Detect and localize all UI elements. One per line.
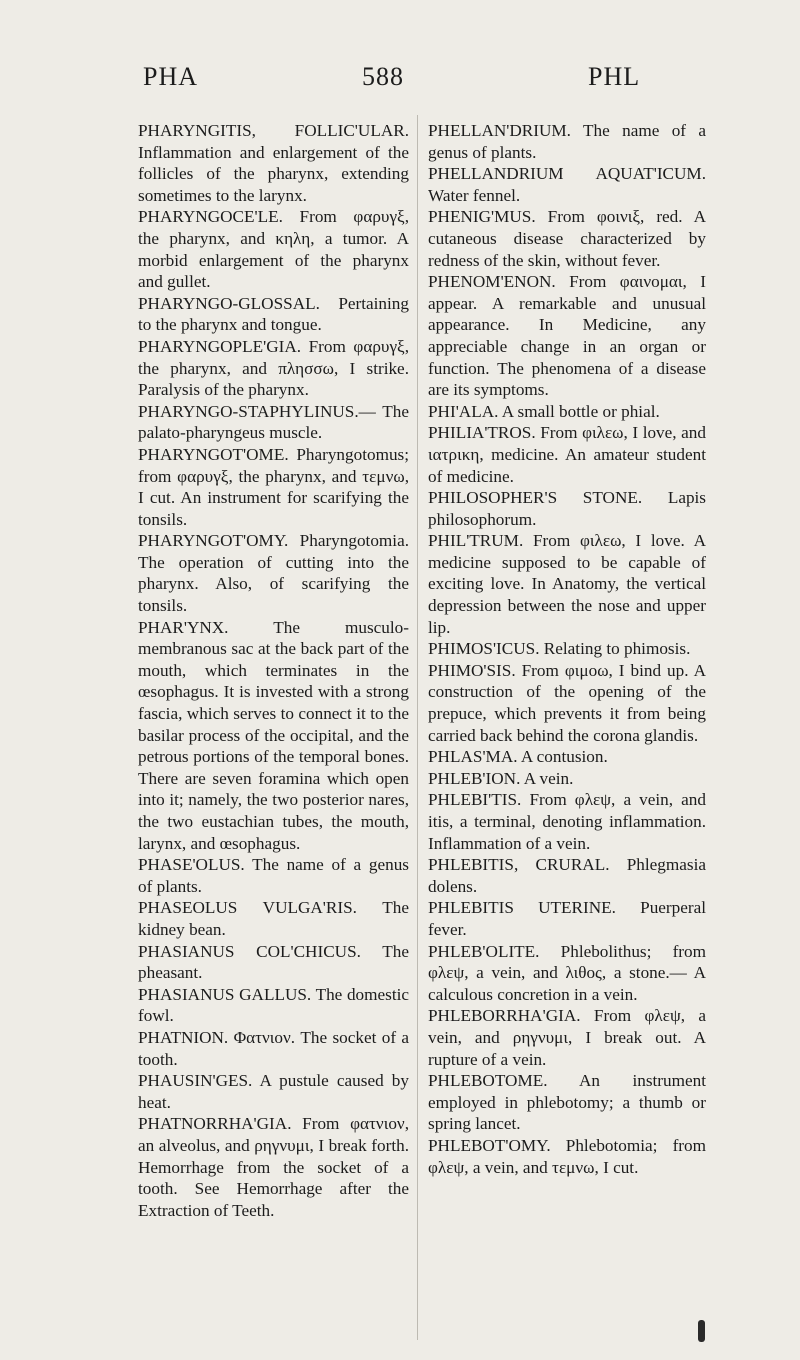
dictionary-entry: PHATNION. Φατνιον. The socket of a tooth. (138, 1027, 409, 1069)
header-left-guide-word: PHA (143, 62, 199, 91)
dictionary-entry: PHLEB'ION. A vein. (428, 768, 574, 788)
dictionary-entry: PHAUSIN'GES. A pustule caused by heat. (138, 1071, 409, 1112)
dictionary-entry: PHATNORRHA'GIA. From φατνιον, an alveolus, and ρηγνυμι, I break forth. Hemorrhage from the socket of a tooth. See Hemorrhage after the Extraction of Teeth. (138, 1114, 409, 1220)
dictionary-entry: PHLEBORRHA'GIA. From φλεψ, a vein, and ρηγνυμι, I break out. A rupture of a vein. (428, 1006, 706, 1069)
dictionary-entry: PHARYNGOPLE'GIA. From φαρυγξ, the pharynx, and πλησσω, I strike. Paralysis of the pharynx. (138, 336, 409, 400)
page-number: 588 (362, 62, 404, 91)
dictionary-entry: PHASEOLUS VULGA'RIS. The kidney bean. (138, 898, 409, 939)
dictionary-entry: PHASE'OLUS. The name of a genus of plants. (138, 855, 409, 896)
left-column (138, 120, 409, 1221)
dictionary-entry: PHARYNGO-STAPHYLINUS.— The palato-pharyngeus muscle. (138, 401, 409, 443)
dictionary-entry: PHENIG'MUS. From φοινιξ, red. A cutaneous disease characterized by redness of the skin, without fever. (428, 207, 706, 270)
dictionary-entry: PHARYNGOT'OME. Pharyngotomus; from φαρυγξ, the pharynx, and τεμνω, I cut. An instrument for scarifying the tonsils. (138, 444, 409, 529)
dictionary-entry: PHILIA'TROS. From φιλεω, I love, and ιατρικη, medicine. An amateur student of medicine. (428, 423, 706, 486)
dictionary-entry: PHIMO'SIS. From φιμοω, I bind up. A construction of the opening of the prepuce, which prevents it from being carried back behind the corona glandis. (428, 660, 706, 745)
dictionary-entry: PHARYNGOT'OMY. Pharyngotomia. The operation of cutting into the pharynx. Also, of scarifying the tonsils. (138, 531, 409, 616)
dictionary-entry: PHLEBOTOME. An instrument employed in phlebotomy; a thumb or spring lancet. (428, 1071, 706, 1134)
page-header (0, 62, 800, 92)
dictionary-entry: PHAR'YNX. The musculo-membranous sac at the back part of the mouth, which terminates in the œsophagus. It is invested with a strong fascia, which serves to connect it to the basilar process of the occipital, and the petrous portions of the temporal bones. There are seven foramina which open into it; namely, the two posterior nares, the two eustachian tubes, the mouth, larynx, and œsophagus. (138, 617, 409, 853)
header-right-guide-word: PHL (588, 62, 641, 91)
dictionary-entry: PHARYNGITIS, FOLLIC'ULAR. Inflammation and enlargement of the follicles of the pharynx, extending sometimes to the larynx. (138, 121, 409, 205)
dictionary-entry: PHELLANDRIUM AQUAT'ICUM. Water fennel. (428, 164, 706, 205)
dictionary-entry: PHIL'TRUM. From φιλεω, I love. A medicine supposed to be capable of exciting love. In Anatomy, the vertical depression between the nose and upper lip. (428, 531, 706, 637)
dictionary-entry: PHELLAN'DRIUM. The name of a genus of plants. (428, 121, 706, 162)
dictionary-entry: PHIMOS'ICUS. Relating to phimosis. (428, 639, 691, 659)
right-column (428, 120, 706, 1178)
dictionary-entry: PHLEBITIS UTERINE. Puerperal fever. (428, 898, 706, 939)
dictionary-entry: PHASIANUS COL'CHICUS. The pheasant. (138, 941, 409, 983)
dictionary-entry: PHASIANUS GALLUS. The domestic fowl. (138, 984, 409, 1026)
dictionary-entry: PHARYNGO-GLOSSAL. Pertaining to the pharynx and tongue. (138, 293, 409, 335)
dictionary-entry: PHLEB'OLITE. Phlebolithus; from φλεψ, a vein, and λιθος, a stone.— A calculous concretion in a vein. (428, 941, 706, 1004)
column-divider (417, 115, 418, 1340)
dictionary-entry: PHLEBITIS, CRURAL. Phlegmasia dolens. (428, 855, 706, 896)
dictionary-entry: PHLAS'MA. A contusion. (428, 747, 608, 767)
ink-blot-mark (698, 1320, 705, 1342)
dictionary-entry: PHLEBI'TIS. From φλεψ, a vein, and itis, a terminal, denoting inflammation. Inflammation of a vein. (428, 790, 706, 853)
dictionary-entry: PHLEBOT'OMY. Phlebotomia; from φλεψ, a vein, and τεμνω, I cut. (428, 1135, 706, 1177)
dictionary-entry: PHARYNGOCE'LE. From φαρυγξ, the pharynx, and κηλη, a tumor. A morbid enlargement of the pharynx and gullet. (138, 207, 409, 292)
dictionary-entry: PHILOSOPHER'S STONE. Lapis philosophorum. (428, 488, 706, 529)
dictionary-entry: PHI'ALA. A small bottle or phial. (428, 401, 660, 421)
dictionary-entry: PHENOM'ENON. From φαινομαι, I appear. A remarkable and unusual appearance. In Medicine, any appreciable change in an organ or function. The phenomena of a disease are its symptoms. (428, 272, 706, 400)
